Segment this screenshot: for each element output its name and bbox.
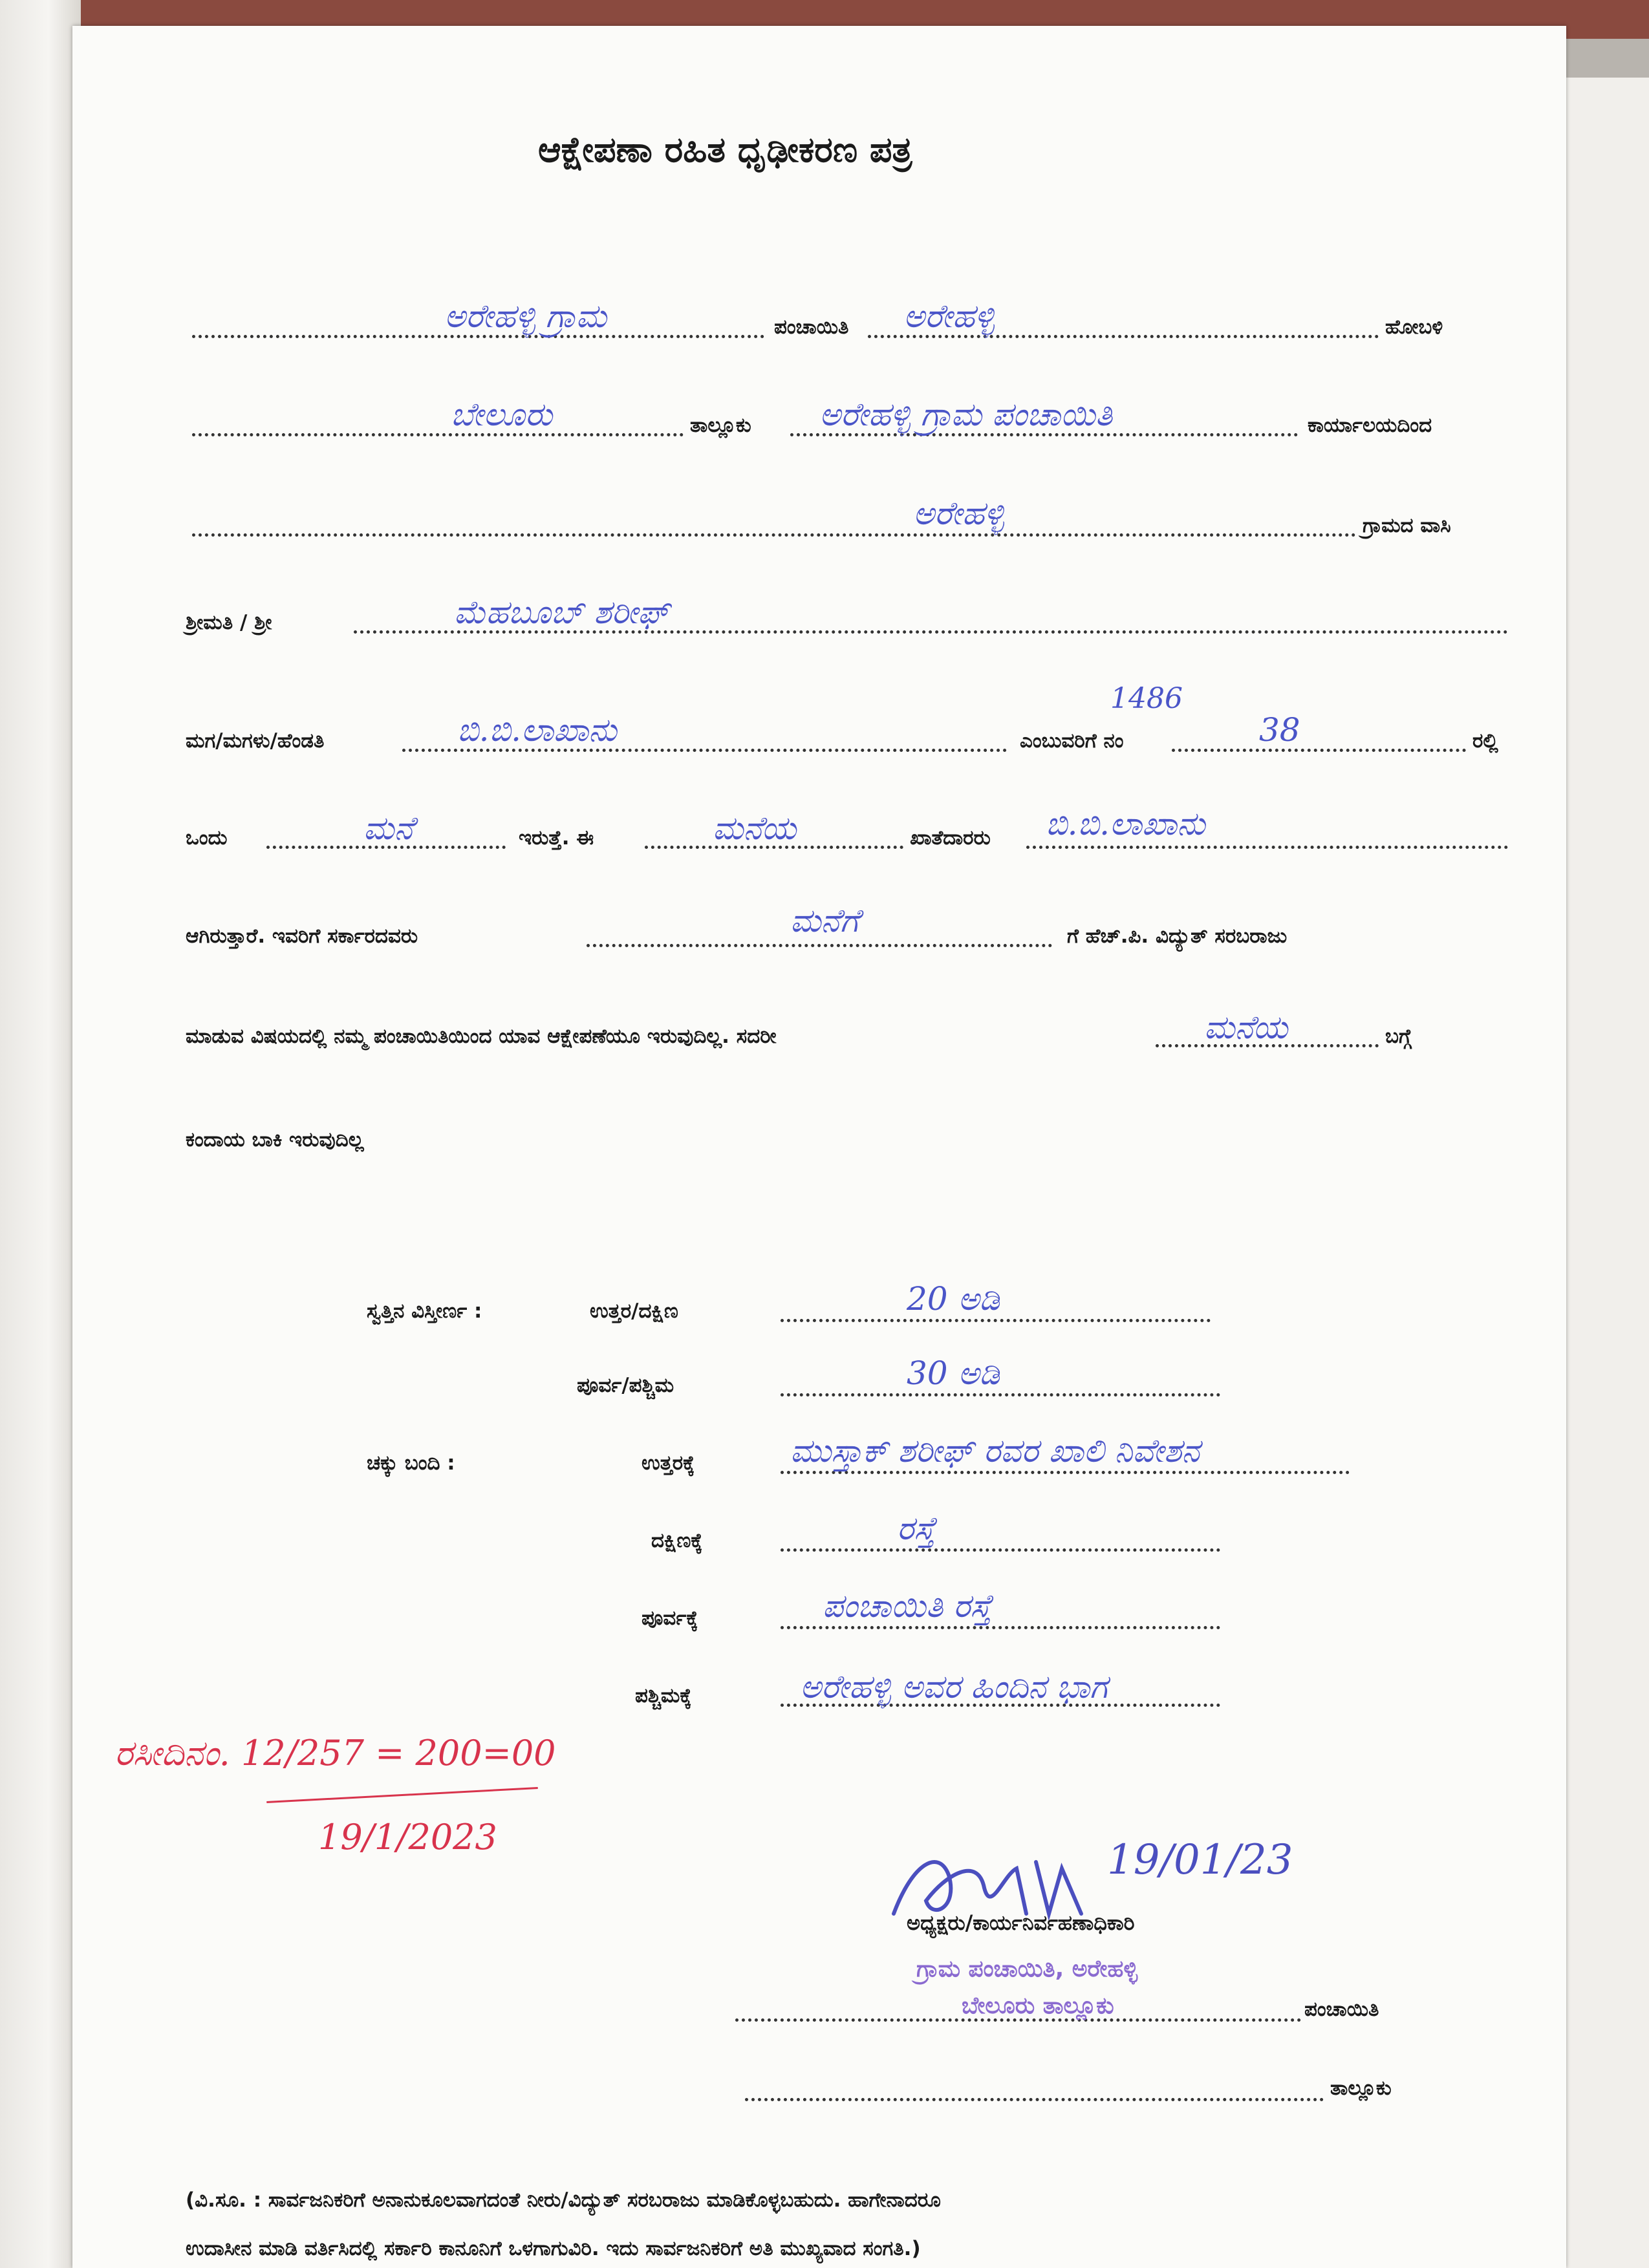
ondu-value: ಮನೆ xyxy=(363,809,414,847)
label-embuvarige: ಎಂಬುವರಿಗೆ ನಂ xyxy=(1020,729,1124,753)
label-ondu: ಒಂದು xyxy=(186,826,228,850)
ralli-number-value: 38 xyxy=(1259,711,1300,749)
label-maga: ಮಗ/ಮಗಳು/ಹೆಂಡತಿ xyxy=(186,729,325,753)
dotted-line xyxy=(781,1393,1220,1396)
north-boundary-value: ಮುಸ್ತಾಕ್ ಶರೀಫ್ ರವರ ಖಾಲಿ ನಿವೇಶನ xyxy=(790,1432,1200,1470)
label-ralli: ರಲ್ಲಿ xyxy=(1472,729,1498,753)
label-pashchimakke: ಪಶ್ಚಿಮಕ್ಕೆ xyxy=(635,1684,692,1707)
label-taluku: ತಾಲ್ಲೂಕು xyxy=(690,414,751,437)
document-page xyxy=(72,26,1566,2268)
label-hescom: ಗೆ ಹೆಚ್.ಪಿ. ವಿದ್ಯುತ್ ಸರಬರಾಜು xyxy=(1067,925,1288,948)
receipt-date: 19/1/2023 xyxy=(318,1817,497,1857)
east-boundary-value: ಪಂಚಾಯಿತಿ ರಸ್ತೆ xyxy=(823,1587,992,1625)
label-vistirna: ಸ್ವತ್ತಿನ ವಿಸ್ತೀರ್ಣ : xyxy=(367,1300,482,1323)
ns-dimension-value: 20 ಅಡಿ xyxy=(907,1280,1000,1318)
document-title: ಆಕ್ಷೇಪಣಾ ರಹಿತ ಧೃಢೀಕರಣ ಪತ್ರ xyxy=(538,129,912,170)
label-adhyaksharu: ಅಧ್ಯಕ್ಷರು/ಕಾರ್ಯನಿರ್ವಹಣಾಧಿಕಾರಿ xyxy=(907,1910,1135,1935)
gram-value: ಅರೇಹಳ್ಳಿ ಗ್ರಾಮ xyxy=(444,297,607,335)
dotted-line xyxy=(192,533,1356,537)
dotted-line xyxy=(587,944,1052,947)
label-khatedararu: ಖಾತೆದಾರರು xyxy=(910,826,991,850)
dotted-line xyxy=(1026,846,1508,849)
label-taluku-sign: ತಾಲ್ಲೂಕು xyxy=(1330,2077,1392,2100)
stamp-taluku: ಬೇಲೂರು ತಾಲ್ಲೂಕು xyxy=(962,1993,1114,2019)
footnote-line-2: ಉದಾಸೀನ ಮಾಡಿ ವರ್ತಿಸಿದಲ್ಲಿ ಸರ್ಕಾರಿ ಕಾನೂನಿಗೆ ಒಳಗಾಗುವಿರಿ. ಇದು ಸಾರ್ವಜನಿಕರಿಗೆ ಅತಿ ಮುಖ್ಯವಾದ ಸಂಗತಿ.) xyxy=(186,2237,921,2260)
dotted-line xyxy=(781,1471,1350,1474)
label-chakku: ಚಕ್ಕು ಬಂದಿ : xyxy=(367,1451,455,1475)
west-boundary-value: ಅರೇಹಳ್ಳಿ ಅವರ ಹಿಂದಿನ ಭಾಗ xyxy=(800,1668,1108,1706)
label-maduva: ಮಾಡುವ ವಿಷಯದಲ್ಲಿ ನಮ್ಮ ಪಂಚಾಯಿತಿಯಿಂದ ಯಾವ ಆಕ್ಷೇಪಣೆಯೂ ಇರುವುದಿಲ್ಲ. ಸದರೀ xyxy=(186,1025,777,1048)
label-shrimati: ಶ್ರೀಮತಿ / ಶ್ರೀ xyxy=(186,611,272,634)
label-panchayati: ಪಂಚಾಯಿತಿ xyxy=(774,316,849,339)
owner-value: ಬಿ.ಬಿ.ಲಾಖಾನು xyxy=(1046,805,1205,842)
label-purva-pashchima: ಪೂರ್ವ/ಪಶ್ಚಿಮ xyxy=(577,1374,674,1397)
dotted-line xyxy=(781,1548,1220,1552)
south-boundary-value: ರಸ್ತೆ xyxy=(897,1510,936,1547)
label-kandaya: ಕಂದಾಯ ಬಾಕಿ ಇರುವುದಿಲ್ಲ xyxy=(186,1128,364,1151)
office-value: ಅರೇಹಳ್ಳಿ ಗ್ರಾಮ ಪಂಚಾಯಿತಿ xyxy=(819,396,1113,433)
label-iruttre: ಇರುತ್ತೆ. ಈ xyxy=(519,826,594,850)
dotted-line xyxy=(745,2098,1324,2101)
stamp-panchayat: ಗ್ರಾಮ ಪಂಚಾಯಿತಿ, ಅರೇಹಳ್ಳಿ xyxy=(916,1956,1138,1982)
background-paper xyxy=(1565,78,1649,2268)
label-gramada-vasi: ಗ್ರಾಮದ ವಾಸಿ xyxy=(1363,514,1451,537)
ee-value: ಮನೆಯ xyxy=(713,809,797,847)
for-value: ಮನೆಗೆ xyxy=(790,902,859,939)
label-karyalayadinda: ಕಾರ್ಯಾಲಯದಿಂದ xyxy=(1308,414,1432,437)
book-binding xyxy=(0,0,81,2268)
dotted-line xyxy=(1172,749,1466,752)
label-dakshinakke: ದಕ್ಷಿಣಕ್ಕೆ xyxy=(651,1529,703,1552)
dotted-line xyxy=(192,433,684,436)
name-value: ಮೆಹಬೂಬ್ ಶರೀಫ್ xyxy=(454,594,669,631)
label-panchayati-sign: ಪಂಚಾಯಿತಿ xyxy=(1304,1998,1379,2021)
label-agiruttare: ಆಗಿರುತ್ತಾರೆ. ಇವರಿಗೆ ಸರ್ಕಾರದವರು xyxy=(186,925,418,948)
dotted-line xyxy=(781,1319,1211,1322)
number-value: 1486 xyxy=(1110,682,1183,715)
receipt-underline xyxy=(266,1787,538,1803)
label-hobali: ಹೋಬಳಿ xyxy=(1385,316,1443,339)
sadari-value: ಮನೆಯ xyxy=(1204,1009,1288,1046)
label-uttarakke: ಉತ್ತರಕ್ಕೆ xyxy=(641,1451,695,1475)
footnote-line-1: (ವಿ.ಸೂ. : ಸಾರ್ವಜನಿಕರಿಗೆ ಅನಾನುಕೂಲವಾಗದಂತೆ ನೀರು/ವಿದ್ಯುತ್ ಸರಬರಾಜು ಮಾಡಿಕೊಳ್ಳಬಹುದು. ಹಾಗೇನಾದರೂ xyxy=(186,2188,941,2212)
taluk-value: ಬೇಲೂರು xyxy=(451,396,553,433)
ew-dimension-value: 30 ಅಡಿ xyxy=(907,1354,1000,1392)
receipt-number: ರಸೀದಿನಂ. 12/257 = 200=00 xyxy=(114,1733,556,1773)
village-value: ಅರೇಹಳ್ಳಿ xyxy=(913,495,1004,532)
dotted-line xyxy=(781,1626,1220,1629)
signature-date: 19/01/23 xyxy=(1107,1836,1293,1884)
label-uttara-dakshina: ಉತ್ತರ/ದಕ್ಷಿಣ xyxy=(590,1300,678,1323)
hobali-value: ಅರೇಹಳ್ಳಿ xyxy=(903,297,995,335)
relation-name-value: ಬಿ.ಬಿ.ಲಾಖಾನು xyxy=(457,711,617,749)
label-bagge: ಬಗ್ಗೆ xyxy=(1385,1025,1412,1048)
label-purvakke: ಪೂರ್ವಕ್ಕೆ xyxy=(641,1607,698,1630)
